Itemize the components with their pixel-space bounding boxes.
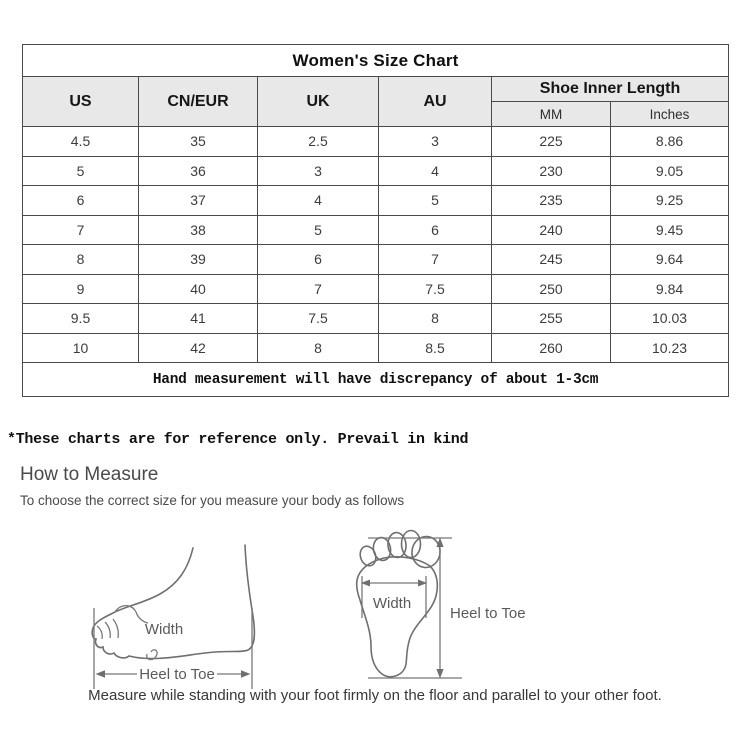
table-row (23, 245, 729, 275)
cell-us: 5 (23, 156, 139, 186)
cell-uk: 2.5 (258, 127, 379, 157)
cell-us: 8 (23, 245, 139, 275)
cell-mm: 255 (492, 304, 611, 334)
cell-au: 4 (379, 156, 492, 186)
foot-side-view-diagram (85, 522, 325, 692)
side-view-heel-to-toe-label: Heel to Toe (139, 666, 215, 683)
cell-au: 7.5 (379, 274, 492, 304)
cell-au: 5 (379, 186, 492, 216)
reference-note: *These charts are for reference only. Prevail in kind (7, 431, 469, 448)
cell-inches: 9.84 (611, 274, 729, 304)
table-row (23, 274, 729, 304)
cell-inches: 10.03 (611, 304, 729, 334)
top-view-width-label: Width (372, 595, 412, 612)
col-header-cn-eur: CN/EUR (139, 77, 258, 127)
cell-inches: 8.86 (611, 127, 729, 157)
col-header-mm: MM (492, 102, 611, 127)
cell-mm: 260 (492, 333, 611, 363)
cell-cn-eur: 42 (139, 333, 258, 363)
cell-mm: 240 (492, 215, 611, 245)
top-view-heel-to-toe-label: Heel to Toe (450, 605, 526, 622)
footprint-top-view-illustration (340, 520, 555, 690)
table-title-row (23, 45, 729, 77)
col-header-shoe-inner-length: Shoe Inner Length (492, 77, 729, 102)
col-header-uk: UK (258, 77, 379, 127)
cell-us: 7 (23, 215, 139, 245)
cell-us: 9.5 (23, 304, 139, 334)
cell-cn-eur: 36 (139, 156, 258, 186)
size-chart-table (22, 44, 729, 397)
cell-mm: 230 (492, 156, 611, 186)
cell-inches: 9.45 (611, 215, 729, 245)
cell-uk: 6 (258, 245, 379, 275)
table-row (23, 186, 729, 216)
cell-au: 7 (379, 245, 492, 275)
col-header-au: AU (379, 77, 492, 127)
measure-instruction: Measure while standing with your foot firmly on the floor and parallel to your other foot. (88, 687, 662, 704)
table-row (23, 304, 729, 334)
foot-side-view-illustration (85, 522, 325, 692)
cell-uk: 7 (258, 274, 379, 304)
cell-us: 9 (23, 274, 139, 304)
col-header-us: US (23, 77, 139, 127)
cell-mm: 245 (492, 245, 611, 275)
table-footnote-row (23, 363, 729, 397)
how-to-measure-heading: How to Measure (20, 464, 159, 485)
cell-us: 10 (23, 333, 139, 363)
cell-inches: 9.25 (611, 186, 729, 216)
cell-cn-eur: 41 (139, 304, 258, 334)
cell-mm: 250 (492, 274, 611, 304)
how-to-measure-subtitle: To choose the correct size for you measure your body as follows (20, 493, 405, 508)
cell-au: 8.5 (379, 333, 492, 363)
table-row (23, 156, 729, 186)
cell-uk: 5 (258, 215, 379, 245)
cell-us: 4.5 (23, 127, 139, 157)
cell-au: 3 (379, 127, 492, 157)
cell-cn-eur: 37 (139, 186, 258, 216)
cell-uk: 3 (258, 156, 379, 186)
cell-au: 8 (379, 304, 492, 334)
side-view-width-label: Width (144, 621, 184, 638)
cell-uk: 4 (258, 186, 379, 216)
cell-inches: 9.05 (611, 156, 729, 186)
cell-cn-eur: 39 (139, 245, 258, 275)
table-row (23, 333, 729, 363)
cell-cn-eur: 38 (139, 215, 258, 245)
table-row (23, 127, 729, 157)
table-header-row (23, 77, 729, 102)
table-title: Women's Size Chart (23, 45, 729, 77)
cell-cn-eur: 35 (139, 127, 258, 157)
cell-uk: 7.5 (258, 304, 379, 334)
cell-au: 6 (379, 215, 492, 245)
cell-mm: 225 (492, 127, 611, 157)
cell-inches: 10.23 (611, 333, 729, 363)
col-header-inches: Inches (611, 102, 729, 127)
cell-mm: 235 (492, 186, 611, 216)
table-footnote: Hand measurement will have discrepancy of about 1-3cm (23, 363, 729, 397)
cell-cn-eur: 40 (139, 274, 258, 304)
cell-inches: 9.64 (611, 245, 729, 275)
size-table-body (23, 127, 729, 363)
cell-uk: 8 (258, 333, 379, 363)
cell-us: 6 (23, 186, 139, 216)
table-row (23, 215, 729, 245)
foot-top-view-diagram (340, 520, 555, 690)
